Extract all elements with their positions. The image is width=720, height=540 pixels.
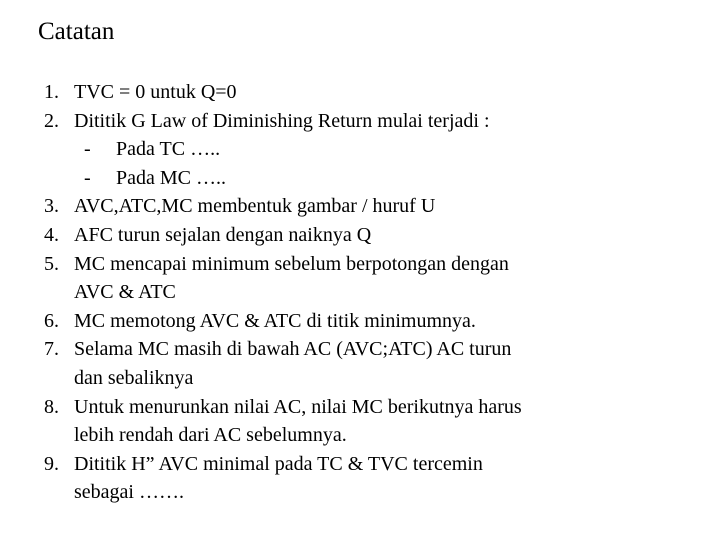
item-number: 8. — [44, 395, 59, 418]
item-number: 9. — [44, 452, 59, 475]
list-item-continuation — [0, 478, 720, 507]
sub-item-text: Pada TC ….. — [116, 138, 221, 161]
list-item-2 — [0, 107, 720, 136]
list-item-continuation — [0, 421, 720, 450]
item-text: Untuk menurunkan nilai AC, nilai MC berikutnya harus — [74, 395, 522, 418]
list-item-6 — [0, 307, 720, 336]
list-item-5 — [0, 250, 720, 279]
list-item-continuation — [0, 364, 720, 393]
item-number: 5. — [44, 252, 59, 275]
list-item-continuation — [0, 278, 720, 307]
list-item-4 — [0, 221, 720, 250]
sub-item — [0, 164, 720, 193]
item-number: 6. — [44, 309, 59, 332]
list-item-8 — [0, 393, 720, 422]
item-text: MC memotong AVC & ATC di titik minimumnya. — [74, 309, 476, 332]
list-item-7 — [0, 335, 720, 364]
item-text: Selama MC masih di bawah AC (AVC;ATC) AC turun — [74, 338, 512, 361]
sub-item-marker: - — [84, 166, 91, 189]
item-text: AVC & ATC — [74, 281, 176, 304]
item-number: 4. — [44, 223, 59, 246]
item-number: 7. — [44, 338, 59, 361]
item-number: 2. — [44, 109, 59, 132]
item-text: lebih rendah dari AC sebelumnya. — [74, 424, 347, 447]
item-number: 1. — [44, 81, 59, 103]
item-number: 3. — [44, 195, 59, 218]
list-item-3 — [0, 192, 720, 221]
item-text: sebagai ……. — [74, 481, 184, 504]
item-text: TVC = 0 untuk Q=0 — [74, 81, 237, 103]
item-text: dan sebaliknya — [74, 366, 194, 389]
list-item-9 — [0, 450, 720, 479]
slide-title: Catatan — [38, 18, 115, 45]
item-text: MC mencapai minimum sebelum berpotongan dengan — [74, 252, 509, 275]
sub-item-text: Pada MC ….. — [116, 166, 226, 189]
item-text: Dititik G Law of Diminishing Return mulai terjadi : — [74, 109, 490, 132]
sub-item-marker: - — [84, 138, 91, 161]
sub-item — [0, 135, 720, 164]
list-item-1 — [0, 78, 720, 107]
item-text: AVC,ATC,MC membentuk gambar / huruf U — [74, 195, 436, 218]
item-text: AFC turun sejalan dengan naiknya Q — [74, 223, 372, 246]
item-text: Dititik H” AVC minimal pada TC & TVC tercemin — [74, 452, 483, 475]
notes-list — [0, 78, 720, 507]
